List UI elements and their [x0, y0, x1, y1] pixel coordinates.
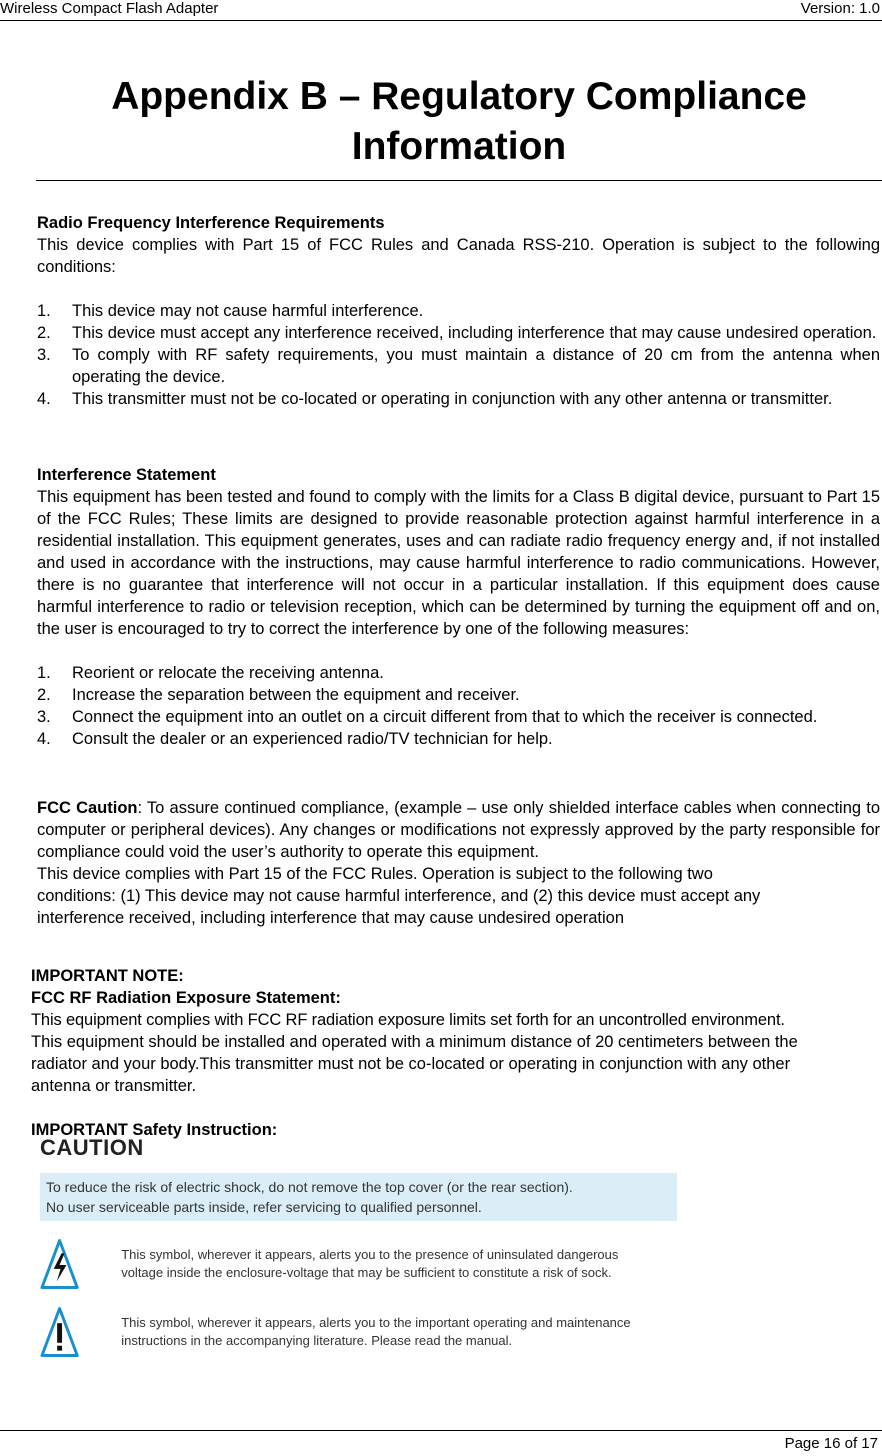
list-item: [37, 388, 880, 410]
safety-heading: IMPORTANT Safety Instruction:: [31, 1121, 278, 1139]
rfi-heading: Radio Frequency Interference Requirements: [37, 214, 385, 232]
interference-heading: Interference Statement: [37, 466, 216, 484]
list-text: To comply with RF safety requirements, you must maintain a distance of 20 cm from the antenna when operating the device.: [72, 346, 880, 386]
list-item: [37, 684, 880, 706]
rfi-intro: This device complies with Part 15 of FCC Rules and Canada RSS-210. Operation is subject to the following conditions:: [37, 236, 880, 276]
list-text: This transmitter must not be co-located or operating in conjunction with any other antenna or transmitter.: [72, 390, 833, 408]
header-doc-title: Wireless Compact Flash Adapter: [0, 0, 219, 17]
fcc-line: interference received, including interference that may cause undesired operation: [37, 909, 625, 927]
interference-body: This equipment has been tested and found to comply with the limits for a Class B digital device, pursuant to Part 15 of the FCC Rules; These limits are designed to provide reasonable protection against harmful interference in a residential installation. This equipment generates, uses and can radiate radio frequency energy and, if not installed and used in accordance with the instructions, may cause harmful interference to radio communications. However, there is no guarantee that interference will not occur in a particular installation. If this equipment does cause harmful interference to radio or television reception, which can be determined by turning the equipment off and on, the user is encouraged to try to correct the interference by one of the following measures:: [37, 488, 880, 638]
list-text: This device may not cause harmful interference.: [72, 302, 424, 320]
list-text: Connect the equipment into an outlet on a circuit different from that to which the receiver is connected.: [72, 708, 818, 726]
list-number: 3.: [37, 346, 51, 364]
caution-graphic: [40, 1135, 670, 1359]
fcc-caution-text: : To assure continued compliance, (example – use only shielded interface cables when connecting to computer or peripheral devices). Any changes or modifications not expressly approved by the party responsible for compliance could void the user’s authority to operate this equipment.: [37, 799, 880, 861]
list-number: 3.: [37, 708, 51, 726]
list-number: 1.: [37, 302, 51, 320]
caution-band: [40, 1173, 677, 1221]
fcc-caution-label: FCC Caution: [37, 799, 138, 817]
rf-line: This equipment complies with FCC RF radiation exposure limits set forth for an uncontrolled environment.: [31, 1011, 785, 1029]
symbol-line: This symbol, wherever it appears, alerts you to the presence of uninsulated dangerous: [121, 1247, 619, 1262]
caution-title: CAUTION: [40, 1135, 144, 1160]
caution-band-line: To reduce the risk of electric shock, do not remove the top cover (or the rear section).: [46, 1179, 573, 1195]
lightning-warning-icon: [40, 1237, 79, 1291]
list-number: 2.: [37, 324, 51, 342]
rf-line: radiator and your body.This transmitter must not be co-located or operating in conjunction with any other: [31, 1055, 791, 1073]
list-text: Reorient or relocate the receiving antenna.: [72, 664, 384, 682]
list-number: 4.: [37, 390, 51, 408]
page-header: [0, 0, 882, 21]
rf-line: antenna or transmitter.: [31, 1077, 197, 1095]
list-number: 2.: [37, 686, 51, 704]
list-number: 4.: [37, 730, 51, 748]
list-item: [37, 300, 880, 322]
fcc-caution-section: [37, 797, 880, 929]
list-number: 1.: [37, 664, 51, 682]
exclamation-warning-icon: [40, 1305, 79, 1359]
list-item: [37, 706, 880, 728]
rf-exposure-heading: FCC RF Radiation Exposure Statement:: [31, 989, 341, 1007]
fcc-line: conditions: (1) This device may not cause harmful interference, and (2) this device must accept any: [37, 887, 761, 905]
important-note-heading: IMPORTANT NOTE:: [31, 967, 184, 985]
list-item: [37, 322, 880, 344]
page-footer: [0, 1430, 882, 1456]
list-item: [37, 728, 880, 750]
header-version: Version: 1.0: [800, 0, 880, 17]
symbol-row: [40, 1305, 670, 1359]
page-title: Appendix B – Regulatory Compliance Information: [36, 72, 882, 181]
symbol-line: instructions in the accompanying literature. Please read the manual.: [121, 1333, 513, 1348]
rfi-section: [37, 212, 880, 410]
symbol-text: [121, 1314, 670, 1350]
symbol-line: This symbol, wherever it appears, alerts you to the important operating and maintenance: [121, 1315, 631, 1330]
list-item: [37, 662, 880, 684]
list-text: Increase the separation between the equipment and receiver.: [72, 686, 520, 704]
rf-line: This equipment should be installed and operated with a minimum distance of 20 centimeters between the: [31, 1033, 798, 1051]
caution-band-line: No user serviceable parts inside, refer servicing to qualified personnel.: [46, 1199, 482, 1215]
list-text: This device must accept any interference received, including interference that may cause undesired operation.: [72, 324, 877, 342]
list-item: [37, 344, 880, 388]
important-section: [31, 965, 882, 1141]
symbol-text: [121, 1246, 670, 1282]
interference-section: [37, 464, 880, 750]
page-number: Page 16 of 17: [784, 1435, 878, 1452]
symbol-line: voltage inside the enclosure-voltage that may be sufficient to constitute a risk of sock.: [121, 1265, 612, 1280]
fcc-caution-paragraph: [37, 797, 880, 863]
symbol-row: [40, 1237, 670, 1291]
fcc-line: This device complies with Part 15 of the FCC Rules. Operation is subject to the following two: [37, 865, 713, 883]
list-text: Consult the dealer or an experienced radio/TV technician for help.: [72, 730, 553, 748]
